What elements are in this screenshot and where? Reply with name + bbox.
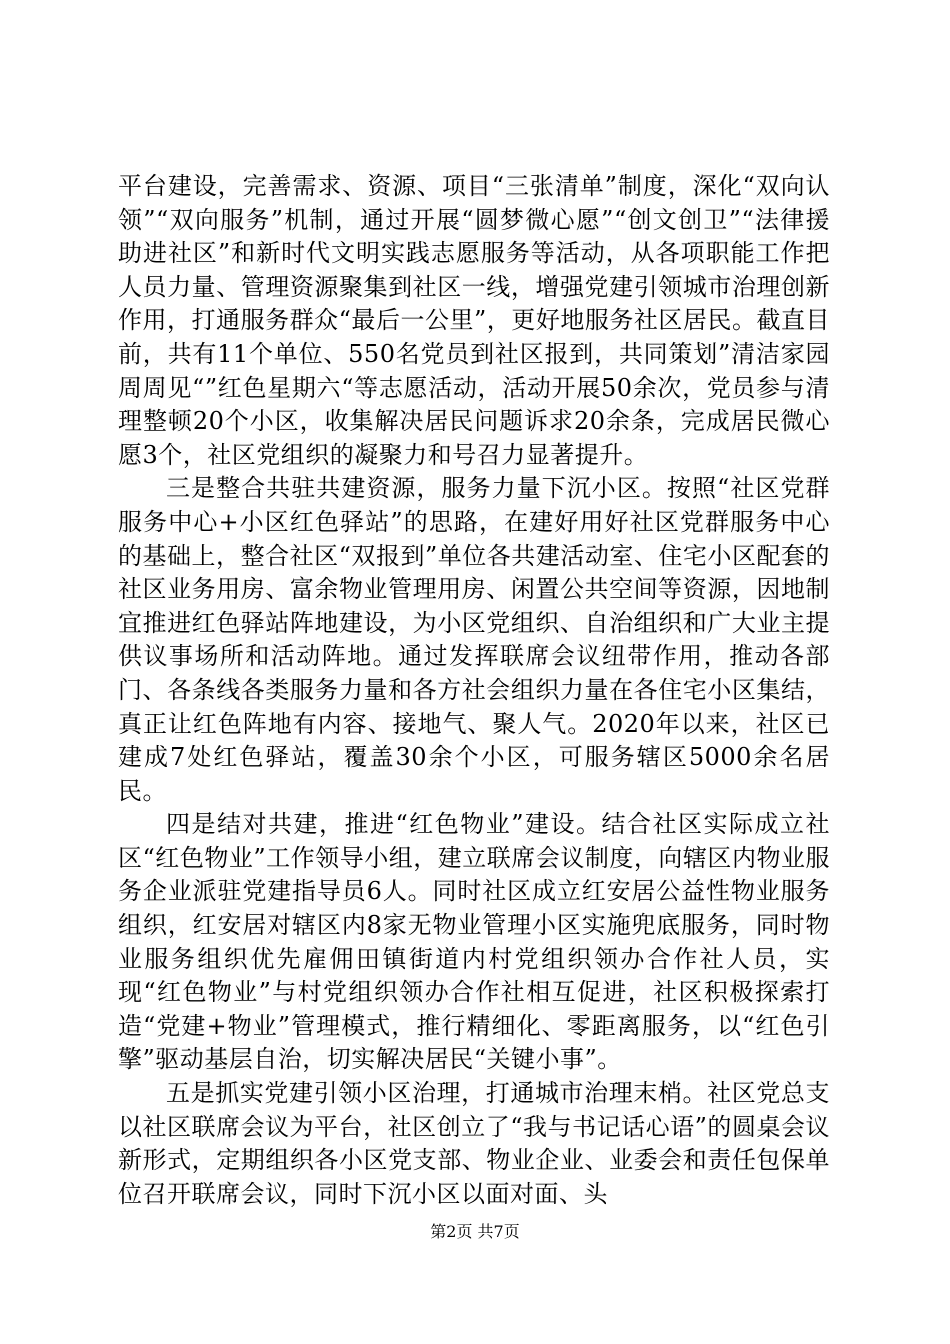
paragraph-continuation: 平台建设，完善需求、资源、项目“三张清单”制度，深化“双向认领”“双向服务”机制，通过开展“圆梦微心愿”“创文创卫”“法律援助进社区”和新时代文明实践志愿服务等活动，从各项职能工作把人员力量、管理资源聚集到社区一线，增强党建引领城市治理创新作用，打通服务群众“最后一公里”，更好地服务社区居民。截直目前，共有11个单位、550名党员到社区报到，共同策划”清洁家园周周见“”红色星期六“等志愿活动，活动开展50余次，党员参与清理整顿20个小区，收集解决居民问题诉求20余条，完成居民微心愿3个，社区党组织的凝聚力和号召力显著提升。	[118, 172, 830, 469]
paragraph-point-five: 五是抓实党建引领小区治理，打通城市治理末梢。社区党总支以社区联席会议为平台，社区创立了“我与书记话心语”的圆桌会议新形式，定期组织各小区党支部、物业企业、业委会和责任包保单位召开联席会议，同时下沉小区以面对面、头	[118, 1079, 830, 1208]
document-body	[118, 170, 830, 1211]
page-number-footer: 第2页 共7页	[430, 1222, 520, 1241]
paragraph-point-four: 四是结对共建，推进“红色物业”建设。结合社区实际成立社区“红色物业”工作领导小组，建立联席会议制度，向辖区内物业服务企业派驻党建指导员6人。同时社区成立红安居公益性物业服务组织，红安居对辖区内8家无物业管理小区实施兜底服务，同时物业服务组织优先雇佣田镇街道内村党组织领办合作社人员，实现“红色物业”与村党组织领办合作社相互促进，社区积极探索打造“党建+物业”管理模式，推行精细化、零距离服务，以“红色引擎”驱动基层自治，切实解决居民“关键小事”。	[118, 810, 830, 1074]
paragraph-point-three: 三是整合共驻共建资源，服务力量下沉小区。按照“社区党群服务中心+小区红色驿站”的思路，在建好用好社区党群服务中心的基础上，整合社区“双报到”单位各共建活动室、住宅小区配套的社区业务用房、富余物业管理用房、闲置公共空间等资源，因地制宜推进红色驿站阵地建设，为小区党组织、自治组织和广大业主提供议事场所和活动阵地。通过发挥联席会议纽带作用，推动各部门、各条线各类服务力量和各方社会组织力量在各住宅小区集结，真正让红色阵地有内容、接地气、聚人气。2020年以来，社区已建成7处红色驿站，覆盖30余个小区，可服务辖区5000余名居民。	[118, 474, 830, 805]
